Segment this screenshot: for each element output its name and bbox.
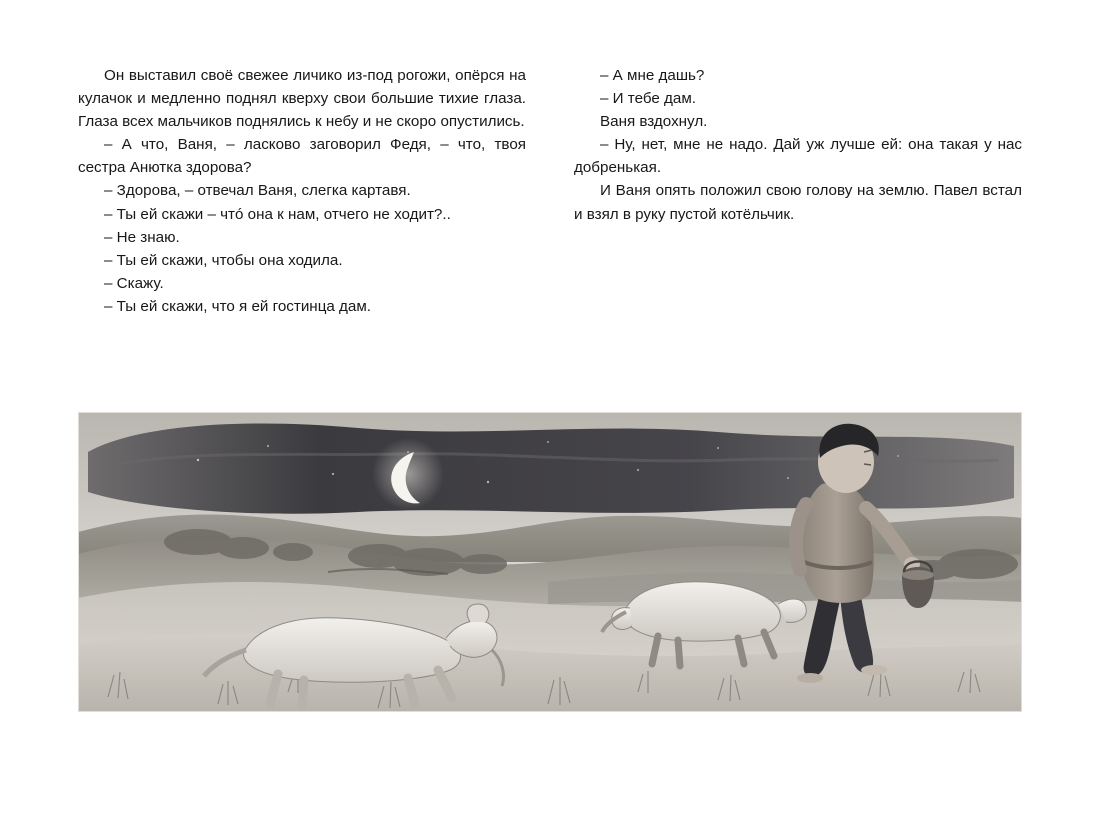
illustration [78, 412, 1022, 712]
paragraph: И Ваня опять положил свою голову на землю. Павел встал и взял в руку пустой котёльчик. [574, 182, 1022, 223]
paragraph: – А мне дашь? [600, 67, 705, 84]
paragraph: – Ты ей скажи, что я ей гостинца дам. [104, 297, 372, 315]
moon-crescent [372, 438, 444, 510]
text-columns [78, 64, 1022, 318]
paragraph: Ваня вздохнул. [600, 113, 708, 131]
paragraph: – И тебе дам. [600, 90, 697, 108]
paragraph: – Скажу. [104, 274, 164, 292]
paragraph: – Ты ей скажи, чтобы она ходила. [104, 251, 343, 269]
paragraph: – Ну, нет, мне не надо. Дай уж лучше ей: она такая у нас добренькая. [574, 136, 1022, 177]
paragraph: – А что, Ваня, – ласково заговорил Федя, – что, твоя сестра Анютка здорова? [78, 136, 526, 177]
paragraph: – Не знаю. [104, 228, 180, 246]
right-column [574, 64, 1022, 318]
paragraph: Он выставил своё свежее личико из-под рогожи, опёрся на кулачок и медленно поднял кверху свои большие тихие глаза. Глаза всех мальчиков поднялись к небу и не скоро опустились. [78, 67, 526, 131]
foot-left [797, 673, 823, 683]
illustration-artwork [78, 412, 1022, 712]
paragraph: – Здорова, – отвечал Ваня, слегка картавя. [104, 182, 411, 200]
left-column [78, 64, 526, 318]
paragraph: – Ты ей скажи – чтó она к нам, отчего не ходит?.. [104, 205, 451, 223]
foot-right [861, 665, 887, 675]
